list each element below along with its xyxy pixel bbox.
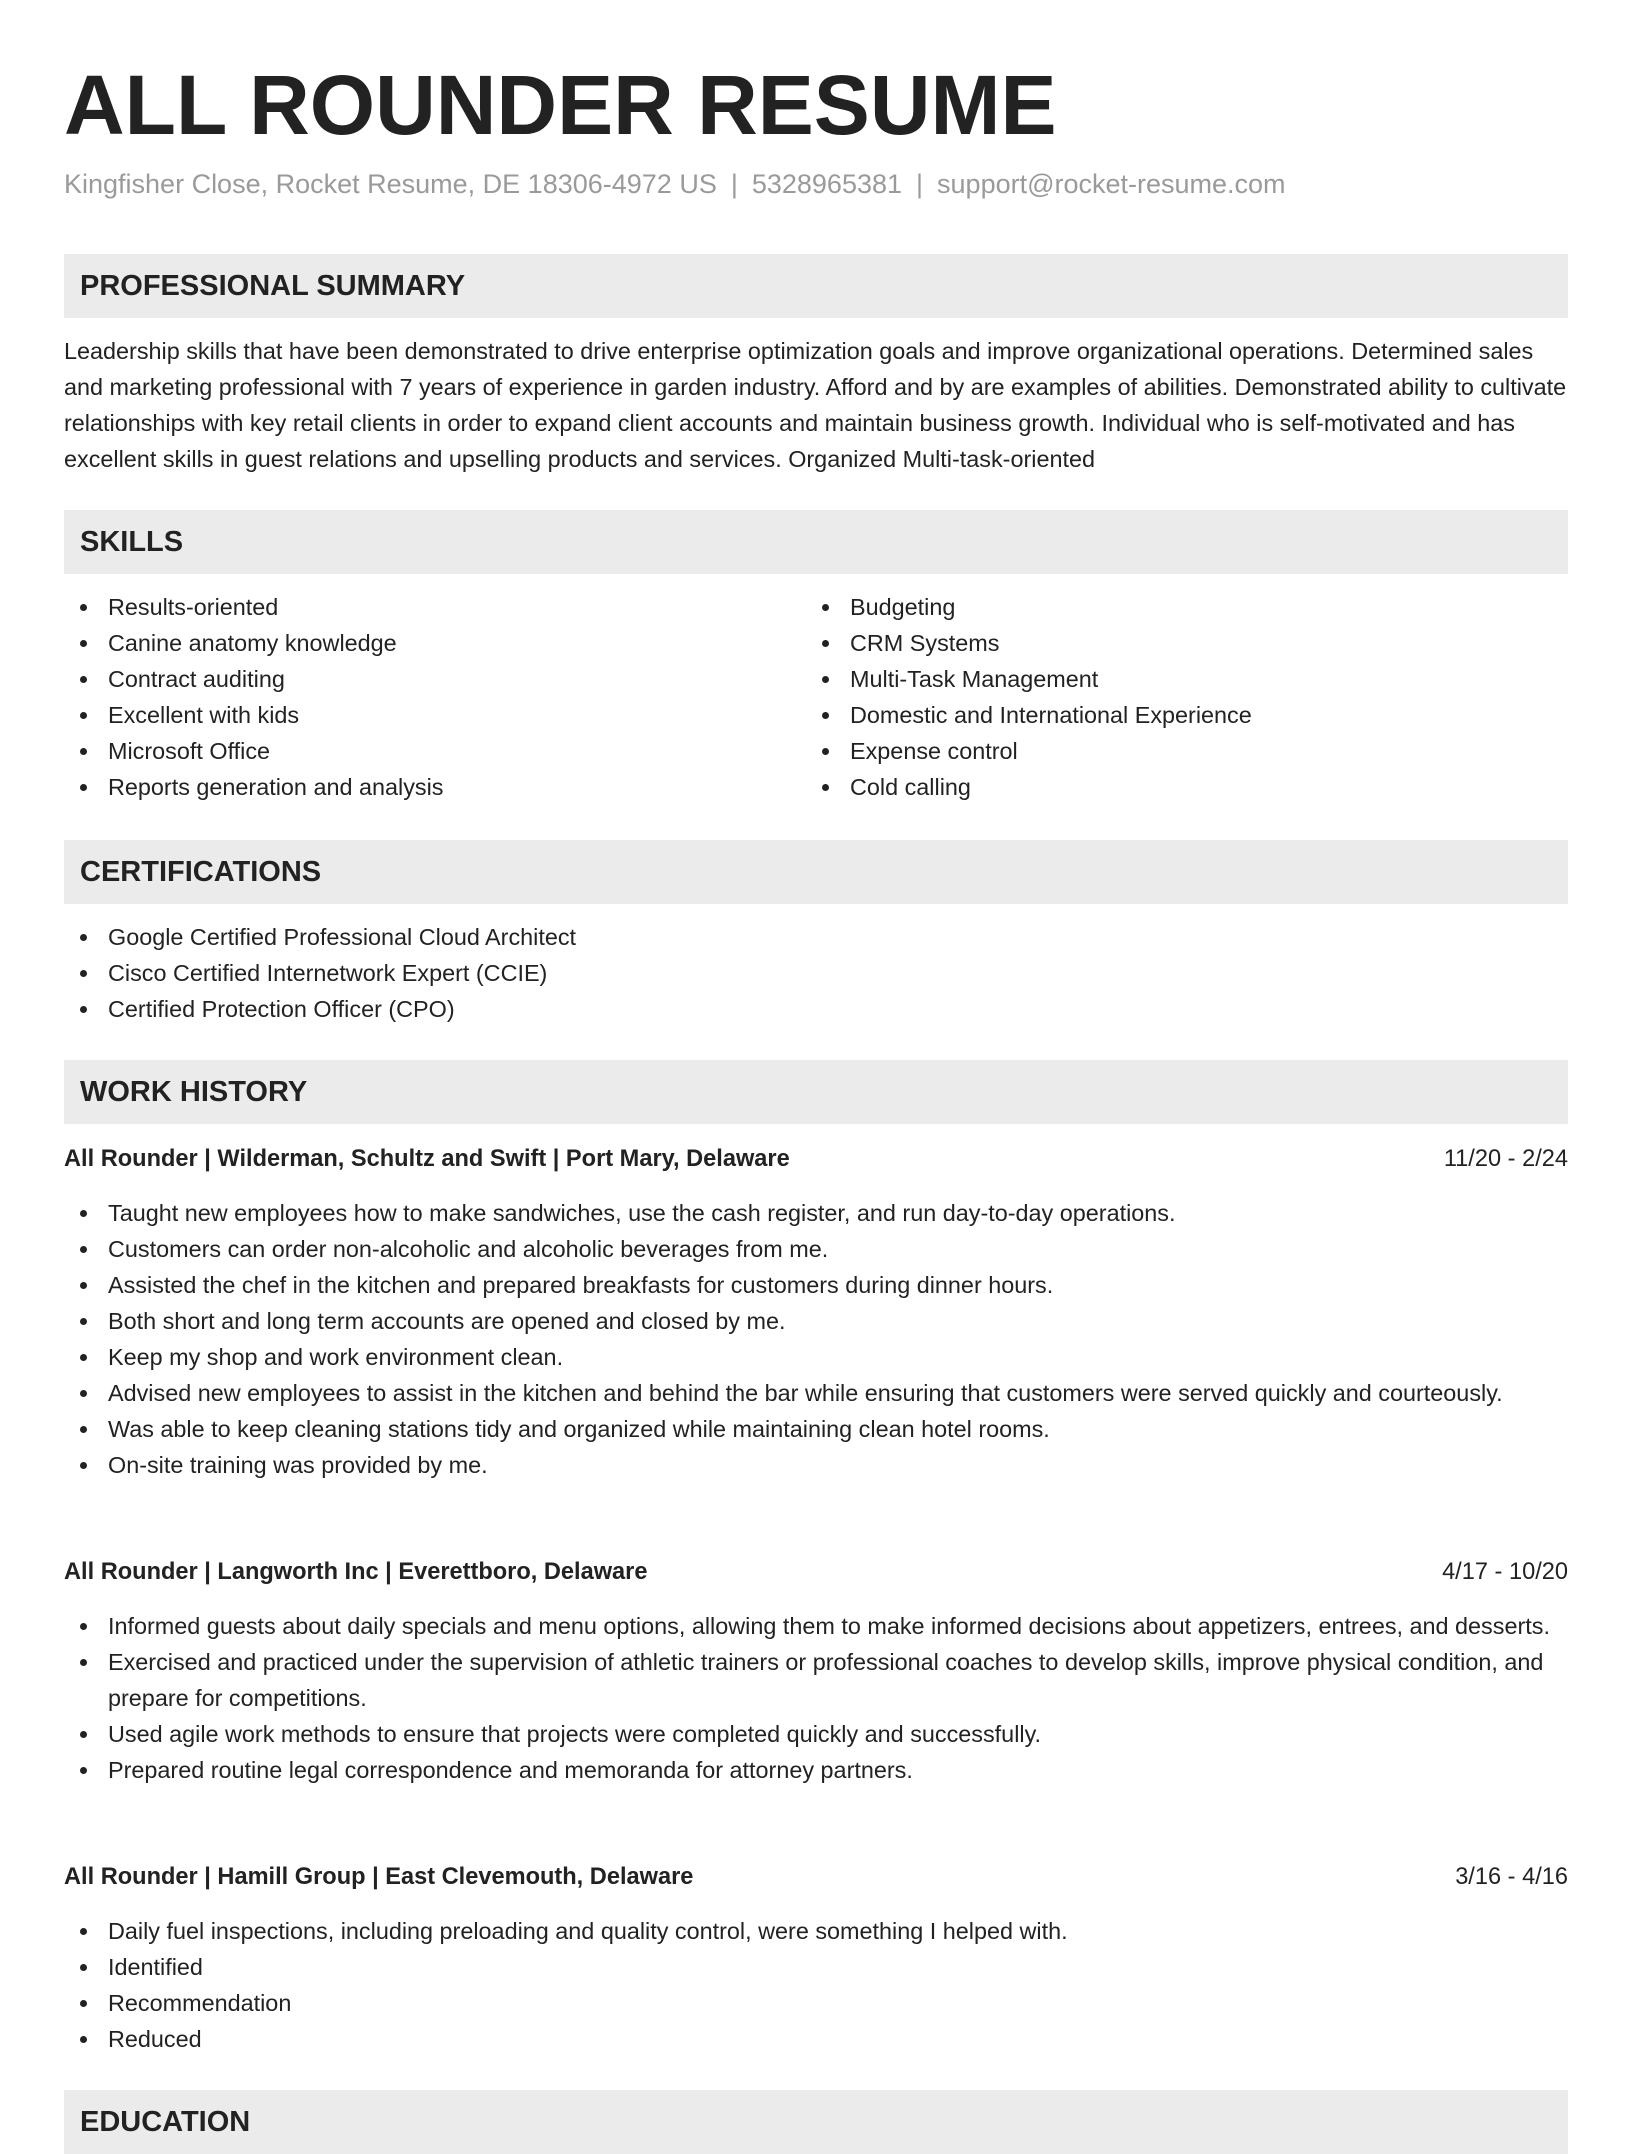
job-bullet: Both short and long term accounts are opened and closed by me. xyxy=(64,1303,1568,1339)
job-title: All Rounder | Hamill Group | East Clevemouth, Delaware xyxy=(64,1864,694,1890)
job-bullets xyxy=(64,1195,1568,1483)
certification-item: Cisco Certified Internetwork Expert (CCIE) xyxy=(64,955,1568,991)
job-dates: 11/20 - 2/24 xyxy=(1443,1146,1568,1172)
skill-item: Domestic and International Experience xyxy=(806,697,1566,733)
skills-list-right xyxy=(806,589,1566,805)
skill-item: CRM Systems xyxy=(806,625,1566,661)
job-bullet: Keep my shop and work environment clean. xyxy=(64,1339,1568,1375)
section-heading-work-history: WORK HISTORY xyxy=(64,1060,1568,1124)
skill-item: Excellent with kids xyxy=(64,697,804,733)
job-bullets xyxy=(64,1608,1568,1788)
skill-item: Contract auditing xyxy=(64,661,804,697)
contact-phone: 5328965381 xyxy=(751,169,903,199)
resume-name: ALL ROUNDER RESUME xyxy=(64,58,1057,152)
skill-item: Reports generation and analysis xyxy=(64,769,804,805)
job-bullet: Recommendation xyxy=(64,1985,1568,2021)
contact-email: support@rocket-resume.com xyxy=(937,169,1286,199)
job-title: All Rounder | Langworth Inc | Everettboro, Delaware xyxy=(64,1559,648,1585)
contact-line xyxy=(64,166,1286,202)
job-bullet: Taught new employees how to make sandwiches, use the cash register, and run day-to-day operations. xyxy=(64,1195,1568,1231)
job-bullet: Prepared routine legal correspondence and memoranda for attorney partners. xyxy=(64,1752,1568,1788)
summary-text: Leadership skills that have been demonstrated to drive enterprise optimization goals and improve organizational operations. Determined sales and marketing professional with 7 years of experience in garden industry. Afford and by are examples of abilities. Demonstrated ability to cultivate relationships with key retail clients in order to expand client accounts and maintain business growth. Individual who is self-motivated and has excellent skills in guest relations and upselling products and services. Organized Multi-task-oriented xyxy=(64,338,1567,472)
job-bullet: Used agile work methods to ensure that projects were completed quickly and successfully. xyxy=(64,1716,1568,1752)
skill-item: Canine anatomy knowledge xyxy=(64,625,804,661)
skill-item: Budgeting xyxy=(806,589,1566,625)
certification-item: Certified Protection Officer (CPO) xyxy=(64,991,1568,1027)
skill-item: Microsoft Office xyxy=(64,733,804,769)
job-bullet: Daily fuel inspections, including preloading and quality control, were something I helped with. xyxy=(64,1913,1568,1949)
job-dates: 3/16 - 4/16 xyxy=(1455,1864,1568,1890)
skill-item: Cold calling xyxy=(806,769,1566,805)
contact-separator: | xyxy=(916,169,924,199)
job-title: All Rounder | Wilderman, Schultz and Swift | Port Mary, Delaware xyxy=(64,1146,790,1172)
job-bullet: Informed guests about daily specials and menu options, allowing them to make informed decisions about appetizers, entrees, and desserts. xyxy=(64,1608,1568,1644)
skill-item: Results-oriented xyxy=(64,589,804,625)
job-bullet: Reduced xyxy=(64,2021,1568,2057)
certifications-list xyxy=(64,919,1568,1027)
section-heading-summary: PROFESSIONAL SUMMARY xyxy=(64,254,1568,318)
job-dates: 4/17 - 10/20 xyxy=(1442,1559,1568,1585)
section-heading-certifications: CERTIFICATIONS xyxy=(64,840,1568,904)
job-bullet: Was able to keep cleaning stations tidy and organized while maintaining clean hotel rooms. xyxy=(64,1411,1568,1447)
job-bullets xyxy=(64,1913,1568,2057)
section-heading-skills: SKILLS xyxy=(64,510,1568,574)
skill-item: Multi-Task Management xyxy=(806,661,1566,697)
certification-item: Google Certified Professional Cloud Architect xyxy=(64,919,1568,955)
job-bullet: Advised new employees to assist in the kitchen and behind the bar while ensuring that customers were served quickly and courteously. xyxy=(64,1375,1568,1411)
job-bullet: Exercised and practiced under the supervision of athletic trainers or professional coaches to develop skills, improve physical condition, and prepare for competitions. xyxy=(64,1644,1568,1716)
job-bullet: Assisted the chef in the kitchen and prepared breakfasts for customers during dinner hours. xyxy=(64,1267,1568,1303)
section-heading-education: EDUCATION xyxy=(64,2090,1568,2154)
skill-item: Expense control xyxy=(806,733,1566,769)
job-bullet: On-site training was provided by me. xyxy=(64,1447,1568,1483)
skills-list-left xyxy=(64,589,804,805)
contact-address: Kingfisher Close, Rocket Resume, DE 18306-4972 US xyxy=(64,169,717,199)
job-bullet: Identified xyxy=(64,1949,1568,1985)
contact-separator: | xyxy=(730,169,738,199)
job-bullet: Customers can order non-alcoholic and alcoholic beverages from me. xyxy=(64,1231,1568,1267)
